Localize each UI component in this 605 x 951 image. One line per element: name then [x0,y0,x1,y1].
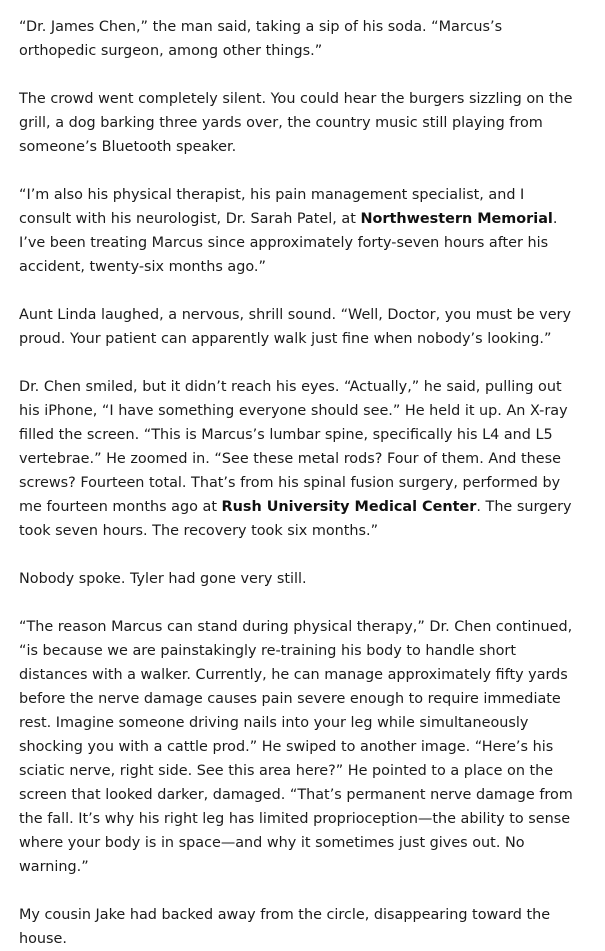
paragraph-text: “The reason Marcus can stand during physical therapy,” Dr. Chen continued, “is because we are painstakingly re-training his body to handle short distances with a walker. Currently, he can manage approximately fifty yards before the nerve damage causes pain severe enough to require immediate rest. Imagine someone driving nails into your leg while simultaneously shocking you with a cattle prod.” He swiped to another image. “Here’s his sciatic nerve, right side. See this area here?” He pointed to a place on the screen that looked darker, damaged. “That’s permanent nerve damage from the fall. It’s why his right leg has limited proprioception—the ability to sense where your body is in space—and why it sometimes just gives out. No warning.” [19,619,573,875]
paragraph-text: “I’m also his physical therapist, his pain management specialist, and I consult with his neurologist, Dr. Sarah Patel, at [19,187,525,227]
paragraph-text: “Dr. James Chen,” the man said, taking a sip of his soda. “Marcus’s orthopedic surgeon, among other things.” [19,19,503,59]
paragraph-text: My cousin Jake had backed away from the circle, disappearing toward the house. [19,907,551,947]
paragraph-text: . The surgery took seven hours. The recovery took six months.” [19,499,572,539]
paragraph-text: The crowd went completely silent. You could hear the burgers sizzling on the grill, a dog barking three yards over, the country music still playing from someone’s Bluetooth speaker. [19,91,573,155]
paragraph-2 [19,87,578,159]
bold-hospital-name: Rush University Medical Center [221,499,477,515]
paragraph-text: . I’ve been treating Marcus since approximately forty-seven hours after his accident, twenty-six months ago.” [19,211,558,275]
paragraph-text: Aunt Linda laughed, a nervous, shrill sound. “Well, Doctor, you must be very proud. Your patient can apparently walk just fine when nobody’s looking.” [19,307,571,347]
paragraph-8 [19,903,578,951]
paragraph-6 [19,567,578,591]
paragraph-5 [19,375,578,543]
paragraph-text: Dr. Chen smiled, but it didn’t reach his eyes. “Actually,” he said, pulling out his iPhone, “I have something everyone should see.” He held it up. An X-ray filled the screen. “This is Marcus’s lumbar spine, specifically his L4 and L5 vertebrae.” He zoomed in. “See these metal rods? Four of them. And these screws? Fourteen total. That’s from his spinal fusion surgery, performed by me fourteen months ago at [19,379,568,515]
paragraph-4 [19,303,578,351]
paragraph-text: Nobody spoke. Tyler had gone very still. [19,571,307,587]
paragraph-3 [19,183,578,279]
bold-hospital-name: Northwestern Memorial [360,211,553,227]
paragraph-1 [19,15,578,63]
paragraph-7 [19,615,578,879]
